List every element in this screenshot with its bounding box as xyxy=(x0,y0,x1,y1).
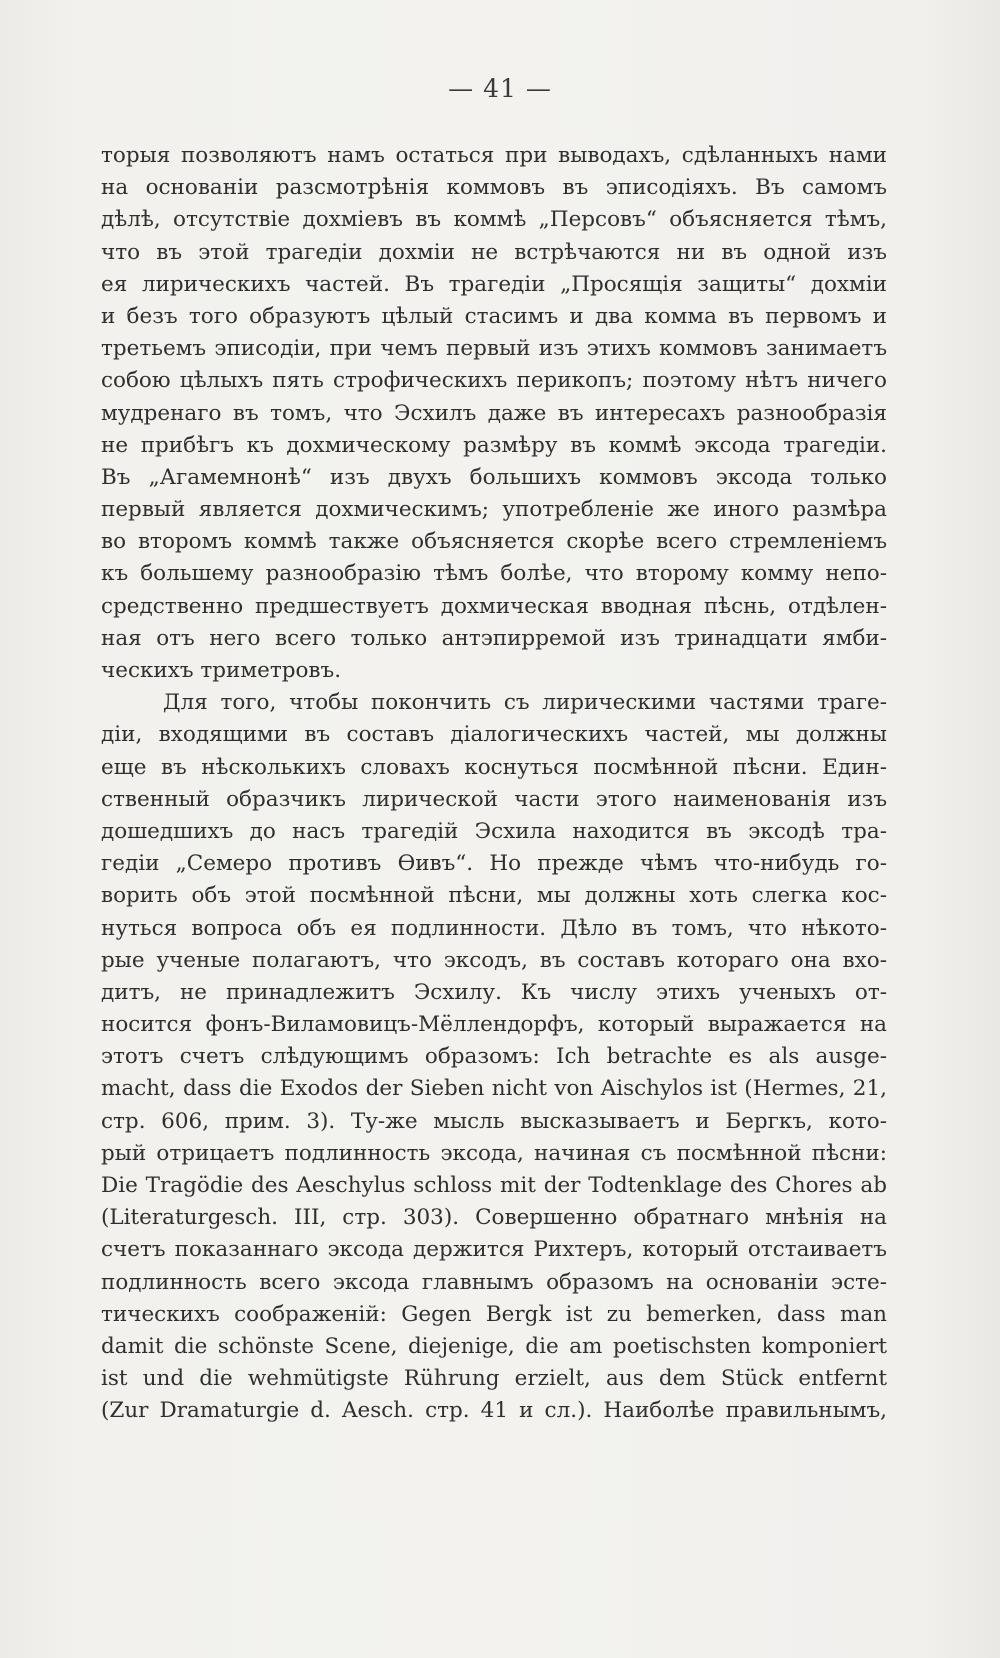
text-line: рые ученые полагаютъ, что эксодъ, въ составъ котораго она вхо- xyxy=(101,947,887,973)
body-text xyxy=(101,140,887,1428)
text-line: мудренаго въ томъ, что Эсхилъ даже въ интересахъ разнообразія xyxy=(101,400,887,426)
text-line: Die Tragödie des Aeschylus schloss mit der Todtenklage des Chores ab xyxy=(101,1173,887,1198)
text-line: что въ этой трагедіи дохміи не встрѣчаются ни въ одной изъ xyxy=(101,239,887,265)
text-line: ея лирическихъ частей. Въ трагедіи „Просящія защиты“ дохміи xyxy=(101,271,887,297)
text-line: ственный образчикъ лирической части этого наименованія изъ xyxy=(101,786,887,812)
text-line: во второмъ коммѣ также объясняется скорѣе всего стремленіемъ xyxy=(101,529,887,555)
text-line: не прибѣгъ къ дохмическому размѣру въ коммѣ эксода трагедіи. xyxy=(101,432,887,458)
text-line: Въ „Агамемнонѣ“ изъ двухъ большихъ коммовъ эксода только xyxy=(101,464,887,490)
text-line: (Zur Dramaturgie d. Aesch. стр. 41 и сл.). Наиболѣе правильнымъ, xyxy=(101,1398,887,1424)
text-line: собою цѣлыхъ пять строфическихъ перикопъ; поэтому нѣтъ ничего xyxy=(101,368,887,394)
text-line: ist und die wehmütigste Rührung erzielt, aus dem Stück entfernt xyxy=(101,1366,887,1392)
text-line: стр. 606, прим. 3). Ту-же мысль высказываетъ и Бергкъ, кото- xyxy=(101,1108,887,1134)
text-line: дошедшихъ до насъ трагедій Эсхила находится въ эксодѣ тра- xyxy=(101,818,887,844)
text-line: дѣлѣ, отсутствіе дохміевъ въ коммѣ „Персовъ“ объясняется тѣмъ, xyxy=(101,207,887,233)
page-number: — 41 — xyxy=(448,74,552,103)
text-line: (Literaturgesch. III, стр. 303). Совершенно обратнаго мнѣнія на xyxy=(101,1205,887,1231)
text-line: и безъ того образуютъ цѣлый стасимъ и два комма въ первомъ и xyxy=(101,303,887,329)
text-line: damit die schönste Scene, diejenige, die am poetischsten komponiert xyxy=(101,1333,887,1359)
text-line: первый является дохмическимъ; употребленіе же иного размѣра xyxy=(101,497,887,523)
text-line: нуться вопроса объ ея подлинности. Дѣло въ томъ, что нѣкото- xyxy=(101,915,887,941)
text-line: еще въ нѣсколькихъ словахъ коснуться посмѣнной пѣсни. Един- xyxy=(101,754,887,780)
text-line: ческихъ триметровъ. xyxy=(101,658,342,683)
text-line: тическихъ соображеній: Gegen Bergk ist zu bemerken, dass man xyxy=(101,1301,887,1327)
text-line: на основаніи разсмотрѣнія коммовъ въ эписодіяхъ. Въ самомъ xyxy=(101,175,887,201)
text-line: счетъ показаннаго эксода держится Рихтеръ, который отстаиваетъ xyxy=(101,1237,887,1263)
text-line: macht, dass die Exodos der Sieben nicht von Aischylos ist (Hermes, 21, xyxy=(101,1076,887,1102)
text-line: торыя позволяютъ намъ остаться при выводахъ, сдѣланныхъ нами xyxy=(101,143,887,168)
text-line: гедіи „Семеро противъ Ѳивъ“. Но прежде чѣмъ что-нибудь го- xyxy=(101,851,887,877)
text-line: діи, входящими въ составъ діалогическихъ частей, мы должны xyxy=(101,722,887,748)
text-line: Для того, чтобы покончить съ лирическими частями траге- xyxy=(163,690,887,716)
text-line: третьемъ эписодіи, при чемъ первый изъ этихъ коммовъ занимаетъ xyxy=(101,336,887,362)
text-line: къ большему разнообразію тѣмъ болѣе, что второму комму непо- xyxy=(101,561,887,587)
text-line: ная отъ него всего только антэпирремой изъ тринадцати ямби- xyxy=(101,625,887,651)
text-line: этотъ счетъ слѣдующимъ образомъ: Ich betrachte es als ausge- xyxy=(101,1044,887,1070)
text-line: подлинность всего эксода главнымъ образомъ на основаніи эсте- xyxy=(101,1269,887,1295)
text-line: рый отрицаетъ подлинность эксода, начиная съ посмѣнной пѣсни: xyxy=(101,1140,887,1166)
text-line: ворить объ этой посмѣнной пѣсни, мы должны хоть слегка кос- xyxy=(101,883,887,909)
text-line: носится фонъ-Виламовицъ-Мёллендорфъ, который выражается на xyxy=(101,1012,887,1038)
text-line: дитъ, не принадлежитъ Эсхилу. Къ числу этихъ ученыхъ от- xyxy=(101,979,887,1005)
text-line: средственно предшествуетъ дохмическая вводная пѣснь, отдѣлен- xyxy=(101,593,887,619)
